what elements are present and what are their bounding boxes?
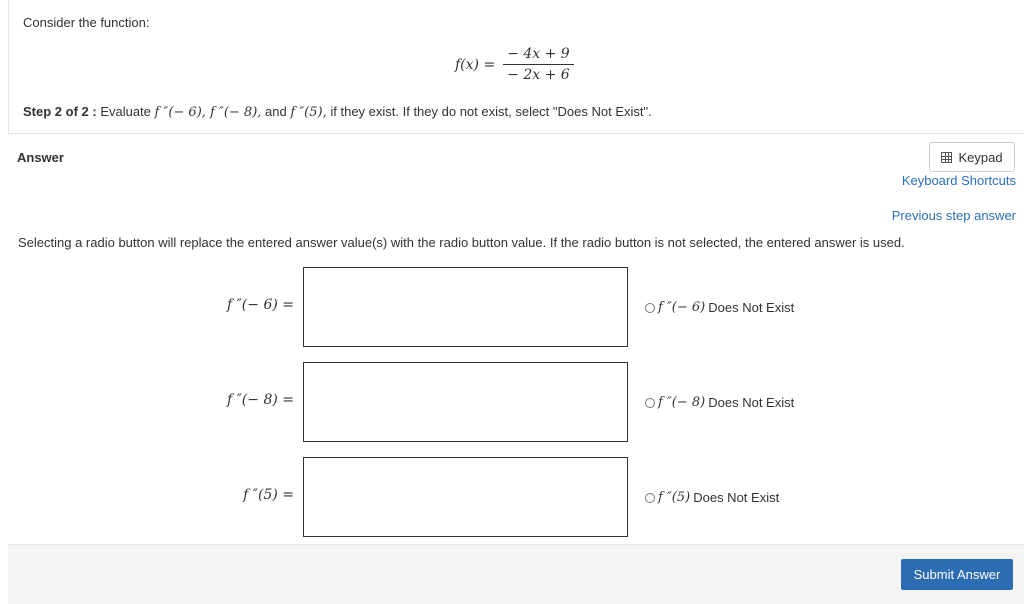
radio-button-3[interactable]	[645, 493, 655, 503]
dne-option-2[interactable]	[645, 395, 794, 410]
step-and: and	[265, 104, 287, 119]
keypad-label: Keypad	[958, 149, 1003, 165]
function-definition	[455, 46, 574, 83]
dne-text-2: Does Not Exist	[708, 395, 795, 410]
dne-expr-3: f ″(5)	[658, 490, 691, 505]
dne-expr-2: f ″(− 8)	[658, 395, 706, 410]
answer-heading: Answer	[17, 150, 64, 165]
answer-row-2	[0, 362, 1024, 442]
previous-step-answer-link[interactable]: Previous step answer	[891, 208, 1016, 223]
dne-option-3[interactable]	[645, 490, 779, 505]
dne-option-1[interactable]	[645, 300, 794, 315]
fraction-numerator: − 4x + 9	[503, 46, 574, 65]
dne-text-3: Does Not Exist	[693, 490, 780, 505]
answer-input-2[interactable]	[303, 362, 628, 442]
consider-text: Consider the function:	[23, 15, 150, 30]
function-fraction	[503, 46, 574, 83]
dne-text-1: Does Not Exist	[708, 300, 795, 315]
step-prefix: Evaluate	[100, 104, 151, 119]
radio-button-1[interactable]	[645, 303, 655, 313]
step-expression-2: f ″(5),	[290, 105, 327, 120]
keypad-button[interactable]	[929, 142, 1015, 172]
answer-label-1: f ″(− 6) =	[226, 297, 294, 313]
answer-row-3	[0, 457, 1024, 537]
footer-bar	[8, 544, 1024, 604]
step-instruction	[23, 104, 652, 120]
keypad-icon	[941, 152, 952, 163]
answer-input-3[interactable]	[303, 457, 628, 537]
keyboard-shortcuts-link[interactable]: Keyboard Shortcuts	[901, 173, 1016, 188]
answer-row-1	[0, 267, 1024, 347]
answer-label-2: f ″(− 8) =	[226, 392, 294, 408]
submit-answer-button[interactable]: Submit Answer	[901, 559, 1013, 590]
step-suffix: if they exist. If they do not exist, select "Does Not Exist".	[330, 104, 652, 119]
answer-label-3: f ″(5) =	[243, 487, 294, 503]
dne-expr-1: f ″(− 6)	[658, 300, 706, 315]
radio-button-2[interactable]	[645, 398, 655, 408]
step-expression: f ″(− 6), f ″(− 8),	[154, 105, 262, 120]
radio-notice: Selecting a radio button will replace the entered answer value(s) with the radio button value. If the radio button is not selected, the entered answer is used.	[18, 235, 905, 250]
step-label: Step 2 of 2 :	[23, 104, 97, 119]
fraction-denominator: − 2x + 6	[507, 67, 570, 83]
function-lhs: f(x) =	[455, 56, 496, 73]
question-panel	[8, 0, 1024, 134]
answer-input-1[interactable]	[303, 267, 628, 347]
